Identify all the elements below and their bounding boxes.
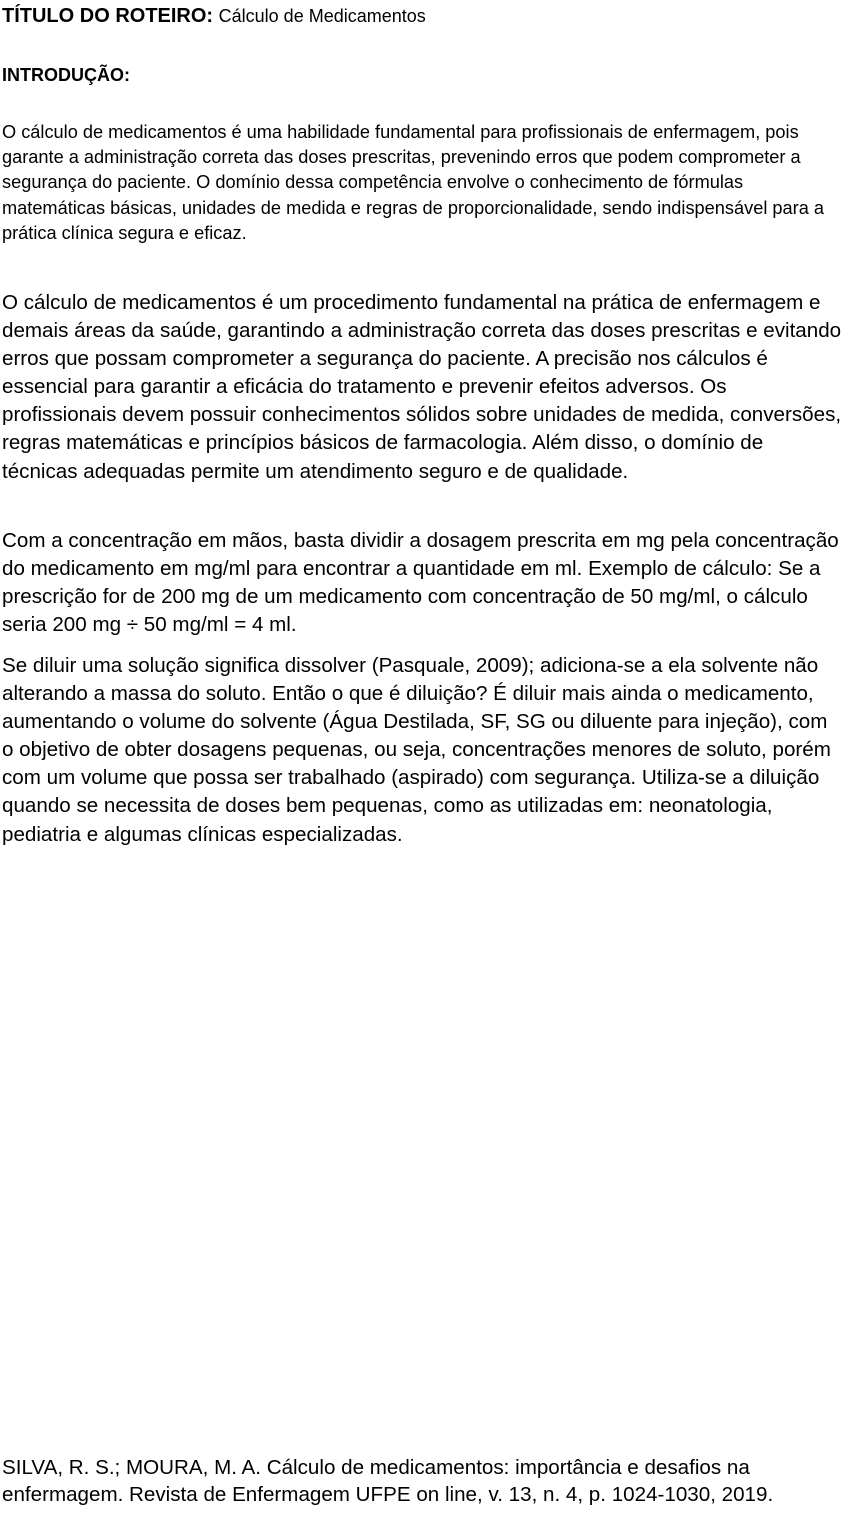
- reference-citation: SILVA, R. S.; MOURA, M. A. Cálculo de medicamentos: importância e desafios na enfermagem. Revista de Enfermagem UFPE on line, v. 13, n. 4, p. 1024-1030, 2019.: [2, 1456, 774, 1506]
- intro-paragraph-2: O cálculo de medicamentos é um procedimento fundamental na prática de enfermagem e demais áreas da saúde, garantindo a administração correta das doses prescritas e evitando erros que possam comprometer a segurança do paciente. A precisão nos cálculos é essencial para garantir a eficácia do tratamento e prevenir efeitos adversos. Os profissionais devem possuir conhecimentos sólidos sobre unidades de medida, conversões, regras matemáticas e princípios básicos de farmacologia. Além disso, o domínio de técnicas adequadas permite um atendimento seguro e de qualidade.: [2, 291, 842, 483]
- dilution-paragraph: Se diluir uma solução significa dissolver (Pasquale, 2009); adiciona-se a ela solvente não alterando a massa do soluto. Então o que é diluição? É diluir mais ainda o medicamento, aumentando o volume do solvente (Água Destilada, SF, SG ou diluente para injeção), com o objetivo de obter dosagens pequenas, ou seja, concentrações menores de soluto, porém com um volume que possa ser trabalhado (aspirado) com segurança. Utiliza-se a diluição quando se necessita de doses bem pequenas, como as utilizadas em: neonatologia, pediatria e algumas clínicas especializadas.: [2, 654, 831, 846]
- document-title: [2, 4, 426, 28]
- calculation-paragraph: Com a concentração em mãos, basta dividir a dosagem prescrita em mg pela concentração do medicamento em mg/ml para encontrar a quantidade em ml. Exemplo de cálculo: Se a prescrição for de 200 mg de um medicamento com concentração de 50 mg/ml, o cálculo seria 200 mg ÷ 50 mg/ml = 4 ml.: [2, 529, 839, 637]
- intro-heading: INTRODUÇÃO:: [2, 65, 130, 85]
- intro-paragraph-1: O cálculo de medicamentos é uma habilidade fundamental para profissionais de enfermagem, pois garante a administração correta das doses prescritas, prevenindo erros que podem comprometer a segurança do paciente. O domínio dessa competência envolve o conhecimento de fórmulas matemáticas básicas, unidades de medida e regras de proporcionalidade, sendo indispensável para a prática clínica segura e eficaz.: [2, 122, 824, 243]
- title-label: TÍTULO DO ROTEIRO:: [2, 5, 214, 27]
- title-value: Cálculo de Medicamentos: [218, 6, 426, 26]
